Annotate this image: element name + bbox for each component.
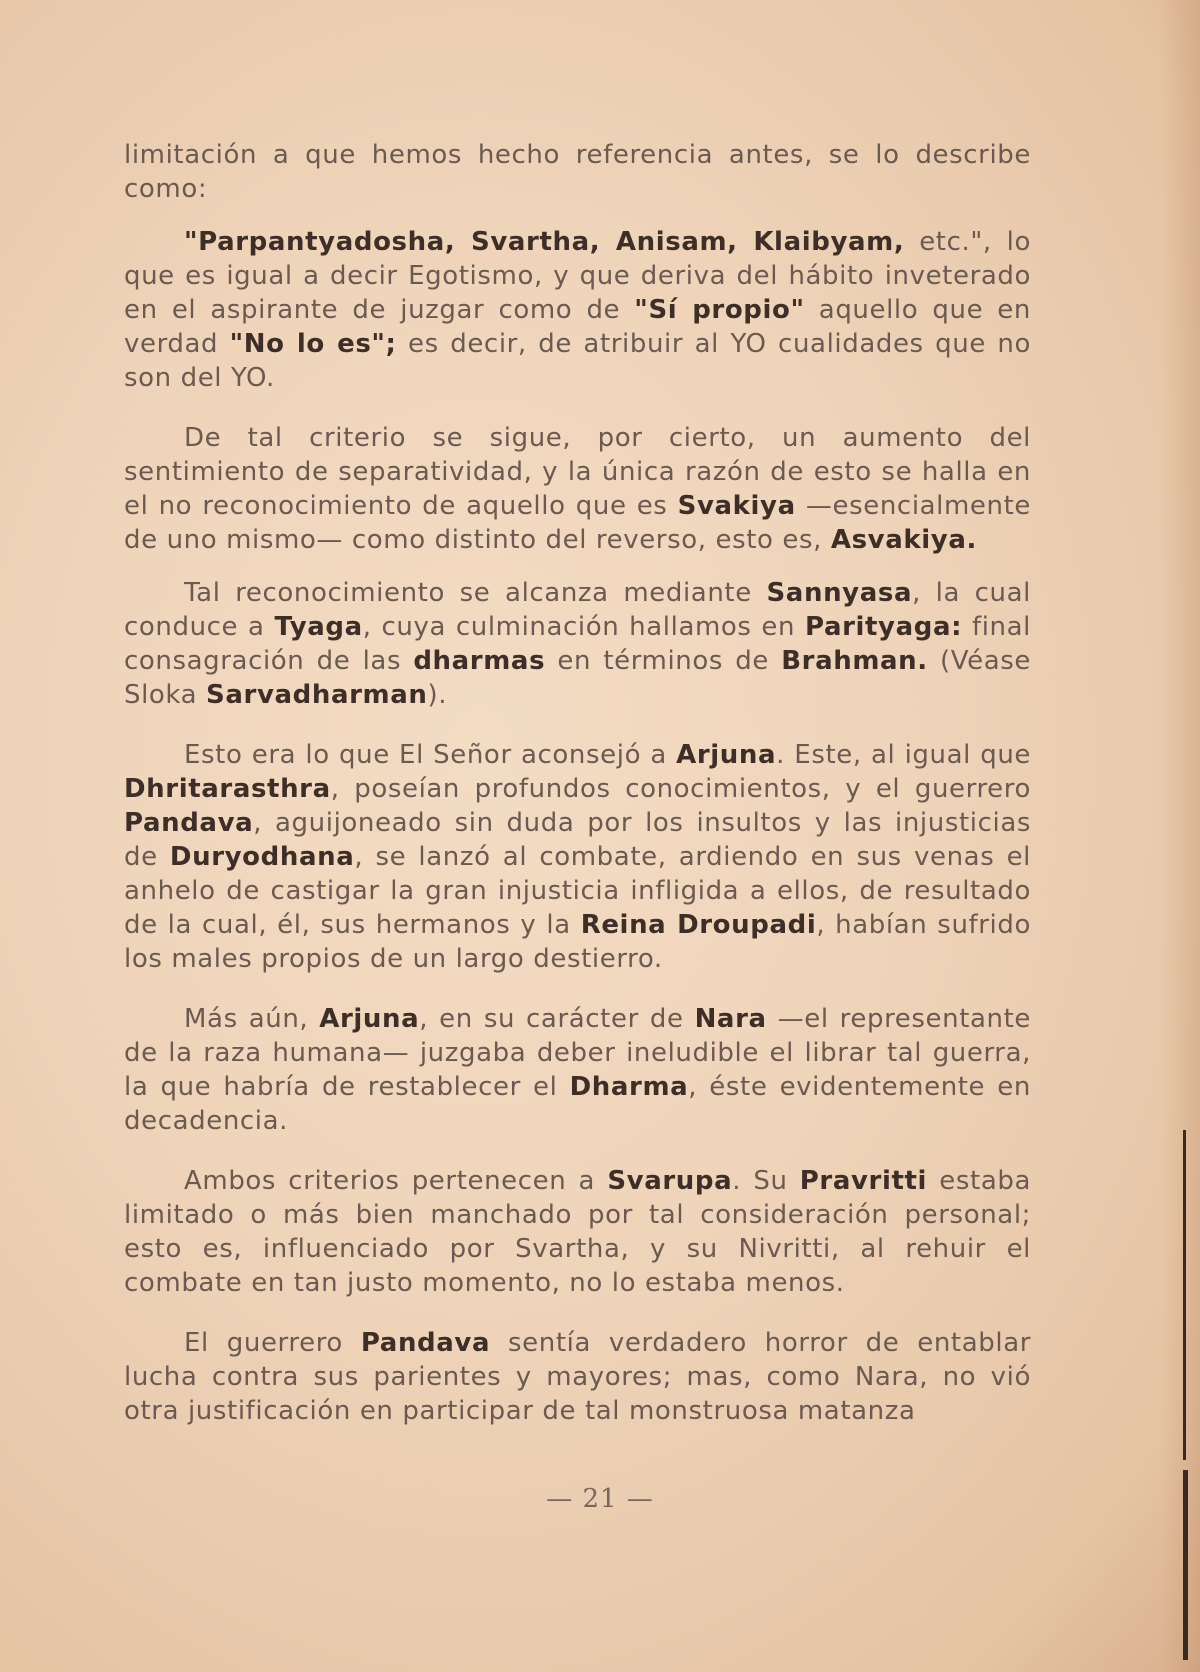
bold-term: Pandava bbox=[360, 1328, 491, 1358]
bold-term: Svarupa bbox=[607, 1166, 733, 1196]
bold-term: Sannyasa bbox=[766, 578, 913, 608]
text-run: , la cual conduce a bbox=[124, 578, 1031, 642]
bold-term: Dharma bbox=[569, 1072, 689, 1102]
bold-term: Tyaga bbox=[274, 612, 363, 642]
paragraph bbox=[124, 138, 1031, 206]
text-run: De tal criterio se sigue, por cierto, un aumento del sentimiento de separatividad, y la única razón de esto se halla en el no reconocimiento de aquello que es bbox=[124, 423, 1031, 521]
page-edge-shadow bbox=[1160, 0, 1200, 1672]
text-run: sentía verdadero horror de entablar lucha contra sus parientes y mayores; mas, como Nara, no vió otra justificación en participar de tal monstruosa matanza bbox=[124, 1328, 1032, 1426]
bold-term: Asvakiya. bbox=[830, 525, 977, 555]
text-run: , habían sufrido los males propios de un largo destierro. bbox=[124, 910, 1031, 974]
text-run: (Véase Sloka bbox=[124, 646, 1031, 710]
text-run: ). bbox=[427, 680, 448, 710]
bold-term: Pravritti bbox=[799, 1166, 928, 1196]
text-run: , aguijoneado sin duda por los insultos y las injusticias de bbox=[124, 808, 1031, 872]
text-run: etc.", lo que es igual a decir Egotismo, y que deriva del hábito inveterado en el aspirante de juzgar como de bbox=[124, 227, 1032, 325]
bold-term: "No lo es"; bbox=[229, 329, 397, 359]
paragraph bbox=[124, 1164, 1031, 1300]
page-number: — 21 — bbox=[546, 1484, 654, 1514]
bold-term: "Parpantyadosha, Svartha, Anisam, Klaibyam, bbox=[184, 227, 905, 257]
paragraph bbox=[124, 225, 1031, 395]
text-run: , éste evidentemente en decadencia. bbox=[124, 1072, 1031, 1136]
text-run: es decir, de atribuir al YO cualidades que no son del YO. bbox=[124, 329, 1031, 393]
paragraph bbox=[124, 1002, 1031, 1138]
text-run: El guerrero bbox=[184, 1328, 361, 1358]
bold-term: Dhritarasthra bbox=[124, 774, 331, 804]
text-run: Tal reconocimiento se alcanza mediante bbox=[184, 578, 767, 608]
text-run: aquello que en verdad bbox=[124, 295, 1031, 359]
body-text bbox=[124, 138, 1031, 1447]
text-run: , en su carácter de bbox=[419, 1004, 695, 1034]
text-run: limitación a que hemos hecho referencia antes, se lo describe como: bbox=[124, 140, 1031, 204]
bold-term: Arjuna bbox=[676, 740, 777, 770]
bold-term: "Sí propio" bbox=[634, 295, 805, 325]
paragraph bbox=[124, 1326, 1031, 1428]
text-run: Ambos criterios pertenecen a bbox=[184, 1166, 608, 1196]
bold-term: Parityaga: bbox=[804, 612, 963, 642]
text-run: —el representante de la raza humana— juzgaba deber ineludible el librar tal guerra, la que habría de restablecer el bbox=[124, 1004, 1031, 1102]
bold-term: dharmas bbox=[413, 646, 546, 676]
bold-term: Nara bbox=[694, 1004, 767, 1034]
text-run: , cuya culminación hallamos en bbox=[362, 612, 805, 642]
text-run: Esto era lo que El Señor aconsejó a bbox=[184, 740, 677, 770]
bold-term: Duryodhana bbox=[169, 842, 355, 872]
paragraph bbox=[124, 421, 1031, 557]
paragraph bbox=[124, 576, 1031, 712]
bold-term: Pandava bbox=[124, 808, 254, 838]
bold-term: Reina Droupadi bbox=[580, 910, 817, 940]
bold-term: Svakiya bbox=[677, 491, 796, 521]
text-run: . Este, al igual que bbox=[776, 740, 1032, 770]
text-run: , se lanzó al combate, ardiendo en sus venas el anhelo de castigar la gran injusticia infligida a ellos, de resultado de la cual, él, sus hermanos y la bbox=[124, 842, 1031, 940]
text-run: . Su bbox=[732, 1166, 800, 1196]
text-run: —esencialmente de uno mismo— como distinto del reverso, esto es, bbox=[124, 491, 1032, 555]
text-run: en términos de bbox=[545, 646, 782, 676]
paragraph bbox=[124, 738, 1031, 976]
binding-edge-line bbox=[1183, 1130, 1186, 1460]
text-run: final consagración de las bbox=[124, 612, 1031, 676]
text-run: Más aún, bbox=[184, 1004, 320, 1034]
bold-term: Sarvadharman bbox=[206, 680, 428, 710]
text-run: , poseían profundos conocimientos, y el guerrero bbox=[330, 774, 1031, 804]
text-run: estaba limitado o más bien manchado por tal consideración personal; esto es, influenciado por Svartha, y su Nivritti, al rehuir el combate en tan justo momento, no lo estaba menos. bbox=[124, 1166, 1031, 1298]
bold-term: Arjuna bbox=[319, 1004, 420, 1034]
bold-term: Brahman. bbox=[781, 646, 928, 676]
